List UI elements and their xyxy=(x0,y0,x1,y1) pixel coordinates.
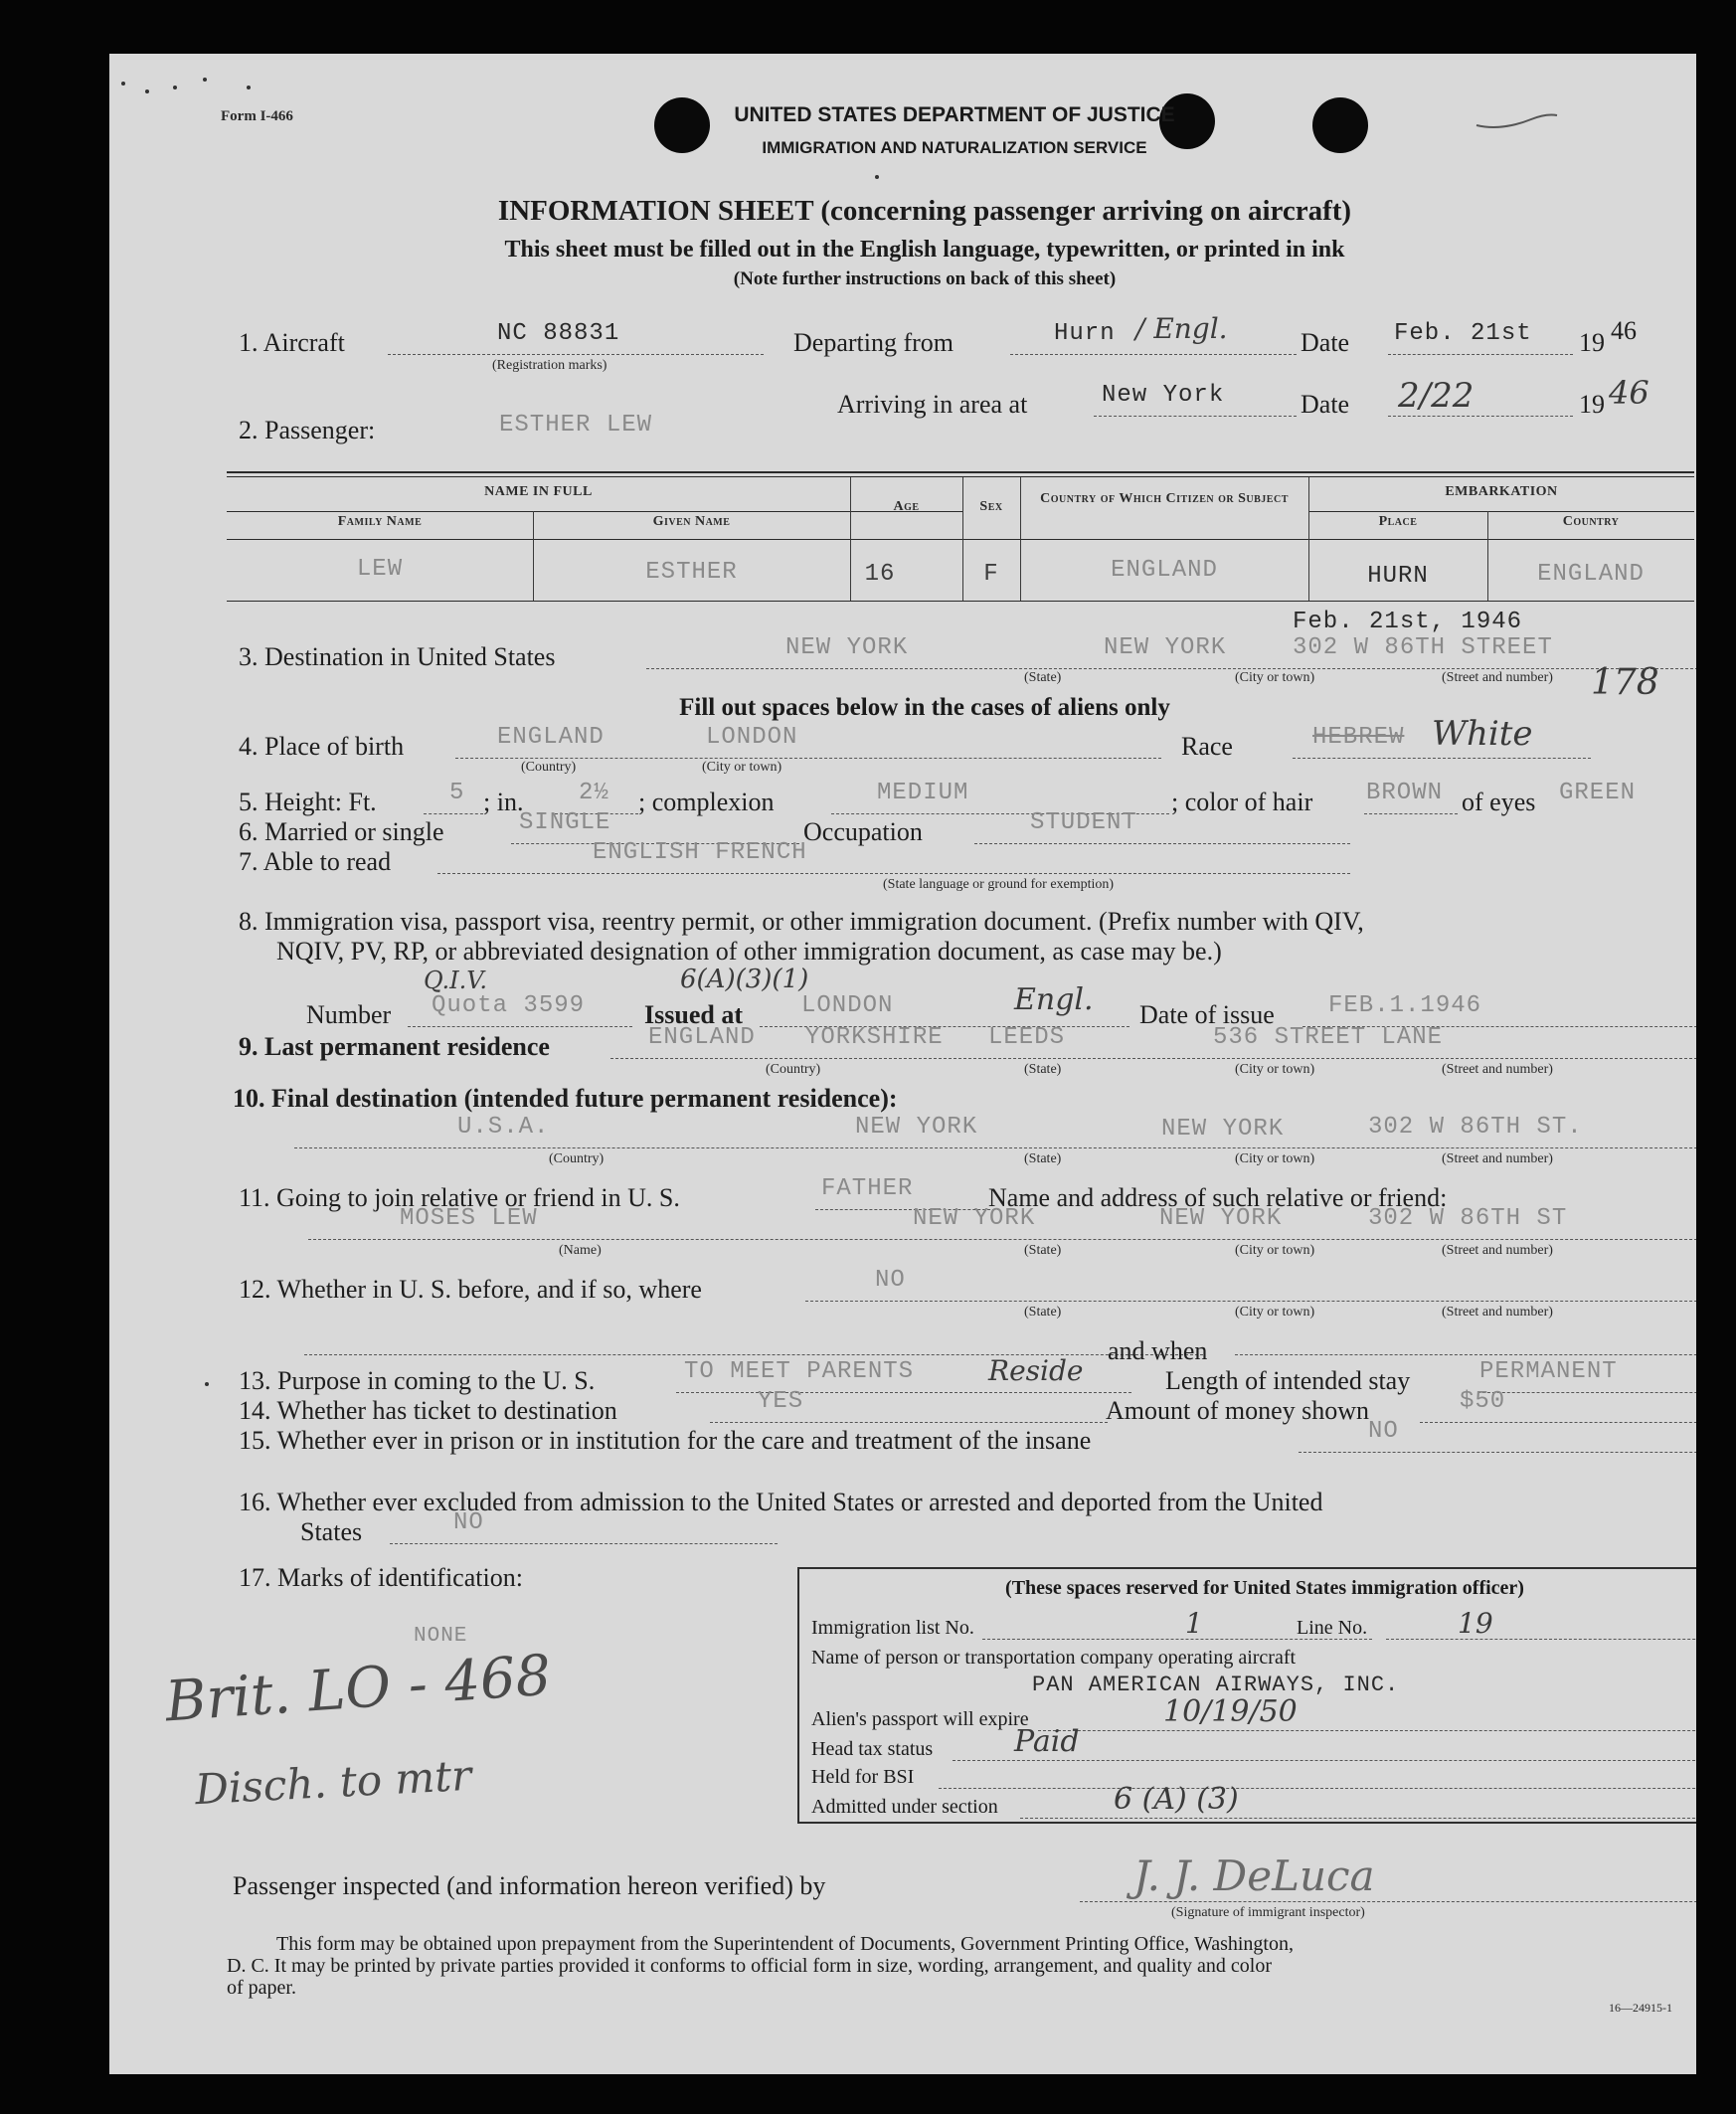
last-residence-label: 9. Last permanent residence xyxy=(239,1032,550,1061)
departure-date-label: Date xyxy=(1301,328,1350,357)
passport-expire-value: 10/19/50 xyxy=(1163,1694,1298,1729)
birth-city-sub: (City or town) xyxy=(702,760,782,775)
list-no-label: Immigration list No. xyxy=(811,1617,974,1639)
place-header: Place xyxy=(1378,514,1418,529)
marital-value: SINGLE xyxy=(519,809,611,836)
ticket-value: YES xyxy=(758,1388,804,1415)
reserved-heading: (These spaces reserved for United States immigration officer) xyxy=(1005,1577,1524,1599)
number-label: Number xyxy=(306,1000,392,1029)
arrival-date-label: Date xyxy=(1301,390,1350,419)
purpose-hand-note: Reside xyxy=(988,1354,1084,1387)
head-tax-value: Paid xyxy=(1014,1724,1080,1759)
department-heading: UNITED STATES DEPARTMENT OF JUSTICE xyxy=(734,103,1175,126)
admitted-value: 6 (A) (3) xyxy=(1114,1782,1239,1817)
last-res-street-value: 536 STREET LANE xyxy=(1213,1024,1444,1051)
last-res-city-sub: (City or town) xyxy=(1235,1062,1315,1077)
relative-state-value: NEW YORK xyxy=(913,1205,1036,1232)
embark-country-value: ENGLAND xyxy=(1537,561,1645,588)
purpose-label: 13. Purpose in coming to the U. S. xyxy=(239,1366,596,1395)
name-in-full-header: NAME IN FULL xyxy=(484,484,593,499)
complexion-value: MEDIUM xyxy=(877,780,969,806)
punch-hole-right xyxy=(1312,97,1368,153)
final-city-sub: (City or town) xyxy=(1235,1151,1315,1166)
age-value: 16 xyxy=(864,561,896,588)
purpose-value: TO MEET PARENTS xyxy=(684,1358,915,1385)
final-street-value: 302 W 86TH ST. xyxy=(1368,1114,1583,1141)
relative-name-sub: (Name) xyxy=(559,1243,602,1258)
head-tax-label: Head tax status xyxy=(811,1738,934,1760)
aircraft-label: 1. Aircraft xyxy=(239,328,345,357)
height-ft-value: 5 xyxy=(449,780,465,806)
country-citizen-header: Country of Which Citizen or Subject xyxy=(1040,491,1289,506)
able-read-label: 7. Able to read xyxy=(239,847,392,876)
given-name-value: ESTHER xyxy=(645,559,738,586)
height-label: 5. Height: Ft. xyxy=(239,788,377,816)
ticket-label: 14. Whether has ticket to destination xyxy=(239,1396,617,1425)
height-in-value: 2½ xyxy=(579,780,609,806)
going-to-join-label: 11. Going to join relative or friend in U. S. xyxy=(239,1183,680,1212)
departing-from-value: Hurn xyxy=(1054,320,1116,347)
issued-hand-note: Engl. xyxy=(1014,982,1094,1017)
hair-value: BROWN xyxy=(1366,780,1444,806)
given-name-header: Given Name xyxy=(652,514,731,529)
money-value: $50 xyxy=(1460,1388,1506,1415)
service-heading: IMMIGRATION AND NATURALIZATION SERVICE xyxy=(762,138,1147,157)
country-header: Country xyxy=(1562,514,1620,529)
length-stay-label: Length of intended stay xyxy=(1165,1366,1411,1395)
reads-value: ENGLISH FRENCH xyxy=(593,839,807,866)
issued-at-value: LONDON xyxy=(801,992,894,1019)
in-us-before-value: NO xyxy=(875,1267,906,1294)
relative-state-sub: (State) xyxy=(1024,1243,1062,1258)
departing-from-label: Departing from xyxy=(793,328,955,357)
place-of-birth-label: 4. Place of birth xyxy=(239,732,405,761)
destination-state-value: NEW YORK xyxy=(785,634,909,661)
birth-country-value: ENGLAND xyxy=(497,724,605,751)
departure-date-value: Feb. 21st xyxy=(1394,320,1532,347)
prison-label: 15. Whether ever in prison or in institution for the care and treatment of the insane xyxy=(239,1426,1092,1455)
last-res-country-sub: (Country) xyxy=(766,1062,821,1077)
excluded-value: NO xyxy=(453,1509,484,1536)
arrival-date-value: 2/22 xyxy=(1398,376,1475,416)
signature-sub-label: (Signature of immigrant inspector) xyxy=(1171,1905,1365,1920)
item8-line2: NQIV, PV, RP, or abbreviated designation of other immigration document, as case may be.) xyxy=(276,937,1222,966)
in-us-city-sub: (City or town) xyxy=(1235,1305,1315,1320)
footer-line2: D. C. It may be printed by private parties provided it conforms to official form in size, wording, arrangement, and quality and color xyxy=(227,1955,1273,1977)
race-hand-value: White xyxy=(1432,714,1533,754)
birth-city-value: LONDON xyxy=(706,724,798,751)
print-code: 16—24915-1 xyxy=(1609,2001,1672,2015)
race-label: Race xyxy=(1181,732,1233,761)
arrival-year-prefix: 19 xyxy=(1579,390,1605,419)
visa-number-value: Quota 3599 xyxy=(432,992,586,1019)
passenger-value: ESTHER LEW xyxy=(499,412,653,439)
aliens-only-heading: Fill out spaces below in the cases of aliens only xyxy=(679,694,1170,721)
relation-value: FATHER xyxy=(821,1175,914,1202)
arriving-area-label: Arriving in area at xyxy=(837,390,1028,419)
final-country-value: U.S.A. xyxy=(457,1114,550,1141)
aircraft-value: NC 88831 xyxy=(497,320,620,347)
departure-year-value: 46 xyxy=(1611,316,1637,345)
and-when-label: and when xyxy=(1108,1336,1208,1365)
stay-value: PERMANENT xyxy=(1479,1358,1618,1385)
inspector-signature: J. J. DeLuca xyxy=(1133,1851,1375,1900)
final-state-sub: (State) xyxy=(1024,1151,1062,1166)
excluded-line2: States xyxy=(300,1517,363,1546)
last-res-country-value: ENGLAND xyxy=(648,1024,756,1051)
money-label: Amount of money shown xyxy=(1106,1396,1370,1425)
destination-state-sub: (State) xyxy=(1024,670,1062,685)
relative-street-value: 302 W 86TH ST xyxy=(1368,1205,1568,1232)
excluded-line1: 16. Whether ever excluded from admission to the United States or arrested and deported from the United xyxy=(239,1488,1323,1516)
line-no-label: Line No. xyxy=(1297,1617,1368,1639)
registration-marks-label: (Registration marks) xyxy=(492,358,608,373)
citizen-country-value: ENGLAND xyxy=(1111,557,1218,584)
race-struck-value: HEBREW xyxy=(1312,724,1405,751)
name-address-label: Name and address of such relative or friend: xyxy=(988,1183,1448,1212)
form-instruction: This sheet must be filled out in the English language, typewritten, or printed in ink xyxy=(504,237,1345,263)
hair-label: ; color of hair xyxy=(1171,788,1313,816)
age-header: Age xyxy=(893,499,920,514)
issue-date-value: FEB.1.1946 xyxy=(1328,992,1482,1019)
in-us-street-sub: (Street and number) xyxy=(1442,1305,1553,1320)
family-name-value: LEW xyxy=(356,556,404,583)
read-sub-label: (State language or ground for exemption) xyxy=(883,877,1115,892)
eyes-label: of eyes xyxy=(1462,788,1536,816)
marks-label: 17. Marks of identification: xyxy=(239,1563,523,1592)
in-us-before-label: 12. Whether in U. S. before, and if so, where xyxy=(239,1275,702,1304)
issue-date-label: Date of issue xyxy=(1139,1000,1275,1029)
operator-stamp: PAN AMERICAN AIRWAYS, INC. xyxy=(1032,1673,1400,1697)
held-bsi-label: Held for BSI xyxy=(811,1766,915,1788)
inspected-by-label: Passenger inspected (and information hereon verified) by xyxy=(233,1871,826,1900)
pencil-mark xyxy=(1472,105,1561,135)
list-no-value: 1 xyxy=(1185,1607,1203,1640)
relative-name-value: MOSES LEW xyxy=(400,1205,538,1232)
sex-header: Sex xyxy=(979,499,1003,514)
final-state-value: NEW YORK xyxy=(855,1114,978,1141)
relative-city-value: NEW YORK xyxy=(1159,1205,1283,1232)
destination-street-value: 302 W 86TH STREET xyxy=(1293,634,1553,661)
destination-hand-number: 178 xyxy=(1591,662,1659,703)
passenger-label: 2. Passenger: xyxy=(239,416,376,444)
final-destination-label: 10. Final destination (intended future permanent residence): xyxy=(233,1084,898,1113)
destination-city-sub: (City or town) xyxy=(1235,670,1315,685)
final-country-sub: (Country) xyxy=(549,1151,605,1166)
departure-year-prefix: 19 xyxy=(1579,328,1605,357)
footer-line3: of paper. xyxy=(227,1977,296,1999)
item8-line1: 8. Immigration visa, passport visa, reentry permit, or other immigration document. (Prefix number with QIV, xyxy=(239,907,1364,936)
embarkation-header: EMBARKATION xyxy=(1445,484,1558,499)
eyes-value: GREEN xyxy=(1559,780,1637,806)
arrival-year-value: 46 xyxy=(1609,374,1649,412)
destination-label: 3. Destination in United States xyxy=(239,642,556,671)
hand-note-brit: Brit. LO - 468 xyxy=(163,1643,554,1735)
embark-place-value: HURN xyxy=(1367,563,1429,590)
form-sheet xyxy=(109,54,1696,2074)
destination-city-value: NEW YORK xyxy=(1104,634,1227,661)
form-note: (Note further instructions on back of this sheet) xyxy=(733,268,1117,289)
last-res-street-sub: (Street and number) xyxy=(1442,1062,1553,1077)
last-res-city-value: LEEDS xyxy=(988,1024,1066,1051)
family-name-header: Family Name xyxy=(337,514,423,529)
passport-expire-label: Alien's passport will expire xyxy=(811,1708,1029,1730)
visa-hand-qiv: Q.I.V. xyxy=(424,967,487,994)
occupation-label: Occupation xyxy=(803,817,923,846)
form-number: Form I-466 xyxy=(221,108,293,124)
relative-street-sub: (Street and number) xyxy=(1442,1243,1553,1258)
form-title: INFORMATION SHEET (concerning passenger arriving on aircraft) xyxy=(497,195,1352,227)
complexion-label: ; complexion xyxy=(638,788,775,816)
in-us-state-sub: (State) xyxy=(1024,1305,1062,1320)
departing-hand-note: / Engl. xyxy=(1135,312,1228,345)
destination-stamp: Feb. 21st, 1946 xyxy=(1293,609,1523,635)
issued-at-label: Issued at xyxy=(644,1000,743,1029)
destination-street-sub: (Street and number) xyxy=(1442,670,1553,685)
prison-value: NO xyxy=(1368,1418,1399,1445)
visa-hand-section: 6(A)(3)(1) xyxy=(680,965,809,994)
marks-value: NONE xyxy=(414,1625,468,1648)
relative-city-sub: (City or town) xyxy=(1235,1243,1315,1258)
marital-label: 6. Married or single xyxy=(239,817,444,846)
admitted-label: Admitted under section xyxy=(811,1796,998,1818)
final-street-sub: (Street and number) xyxy=(1442,1151,1553,1166)
line-no-value: 19 xyxy=(1458,1607,1493,1640)
occupation-value: STUDENT xyxy=(1030,809,1137,836)
hand-note-disch: Disch. to mtr xyxy=(193,1750,473,1815)
last-res-state-sub: (State) xyxy=(1024,1062,1062,1077)
arriving-area-value: New York xyxy=(1102,382,1225,409)
final-city-value: NEW YORK xyxy=(1161,1116,1285,1143)
last-res-state-value: YORKSHIRE xyxy=(805,1024,944,1051)
footer-line1: This form may be obtained upon prepayment from the Superintendent of Documents, Government Printing Office, Washington, xyxy=(276,1933,1294,1955)
height-in-label: ; in. xyxy=(483,788,524,816)
birth-country-sub: (Country) xyxy=(521,760,577,775)
sex-value: F xyxy=(983,561,999,588)
operator-label: Name of person or transportation company operating aircraft xyxy=(811,1647,1297,1669)
